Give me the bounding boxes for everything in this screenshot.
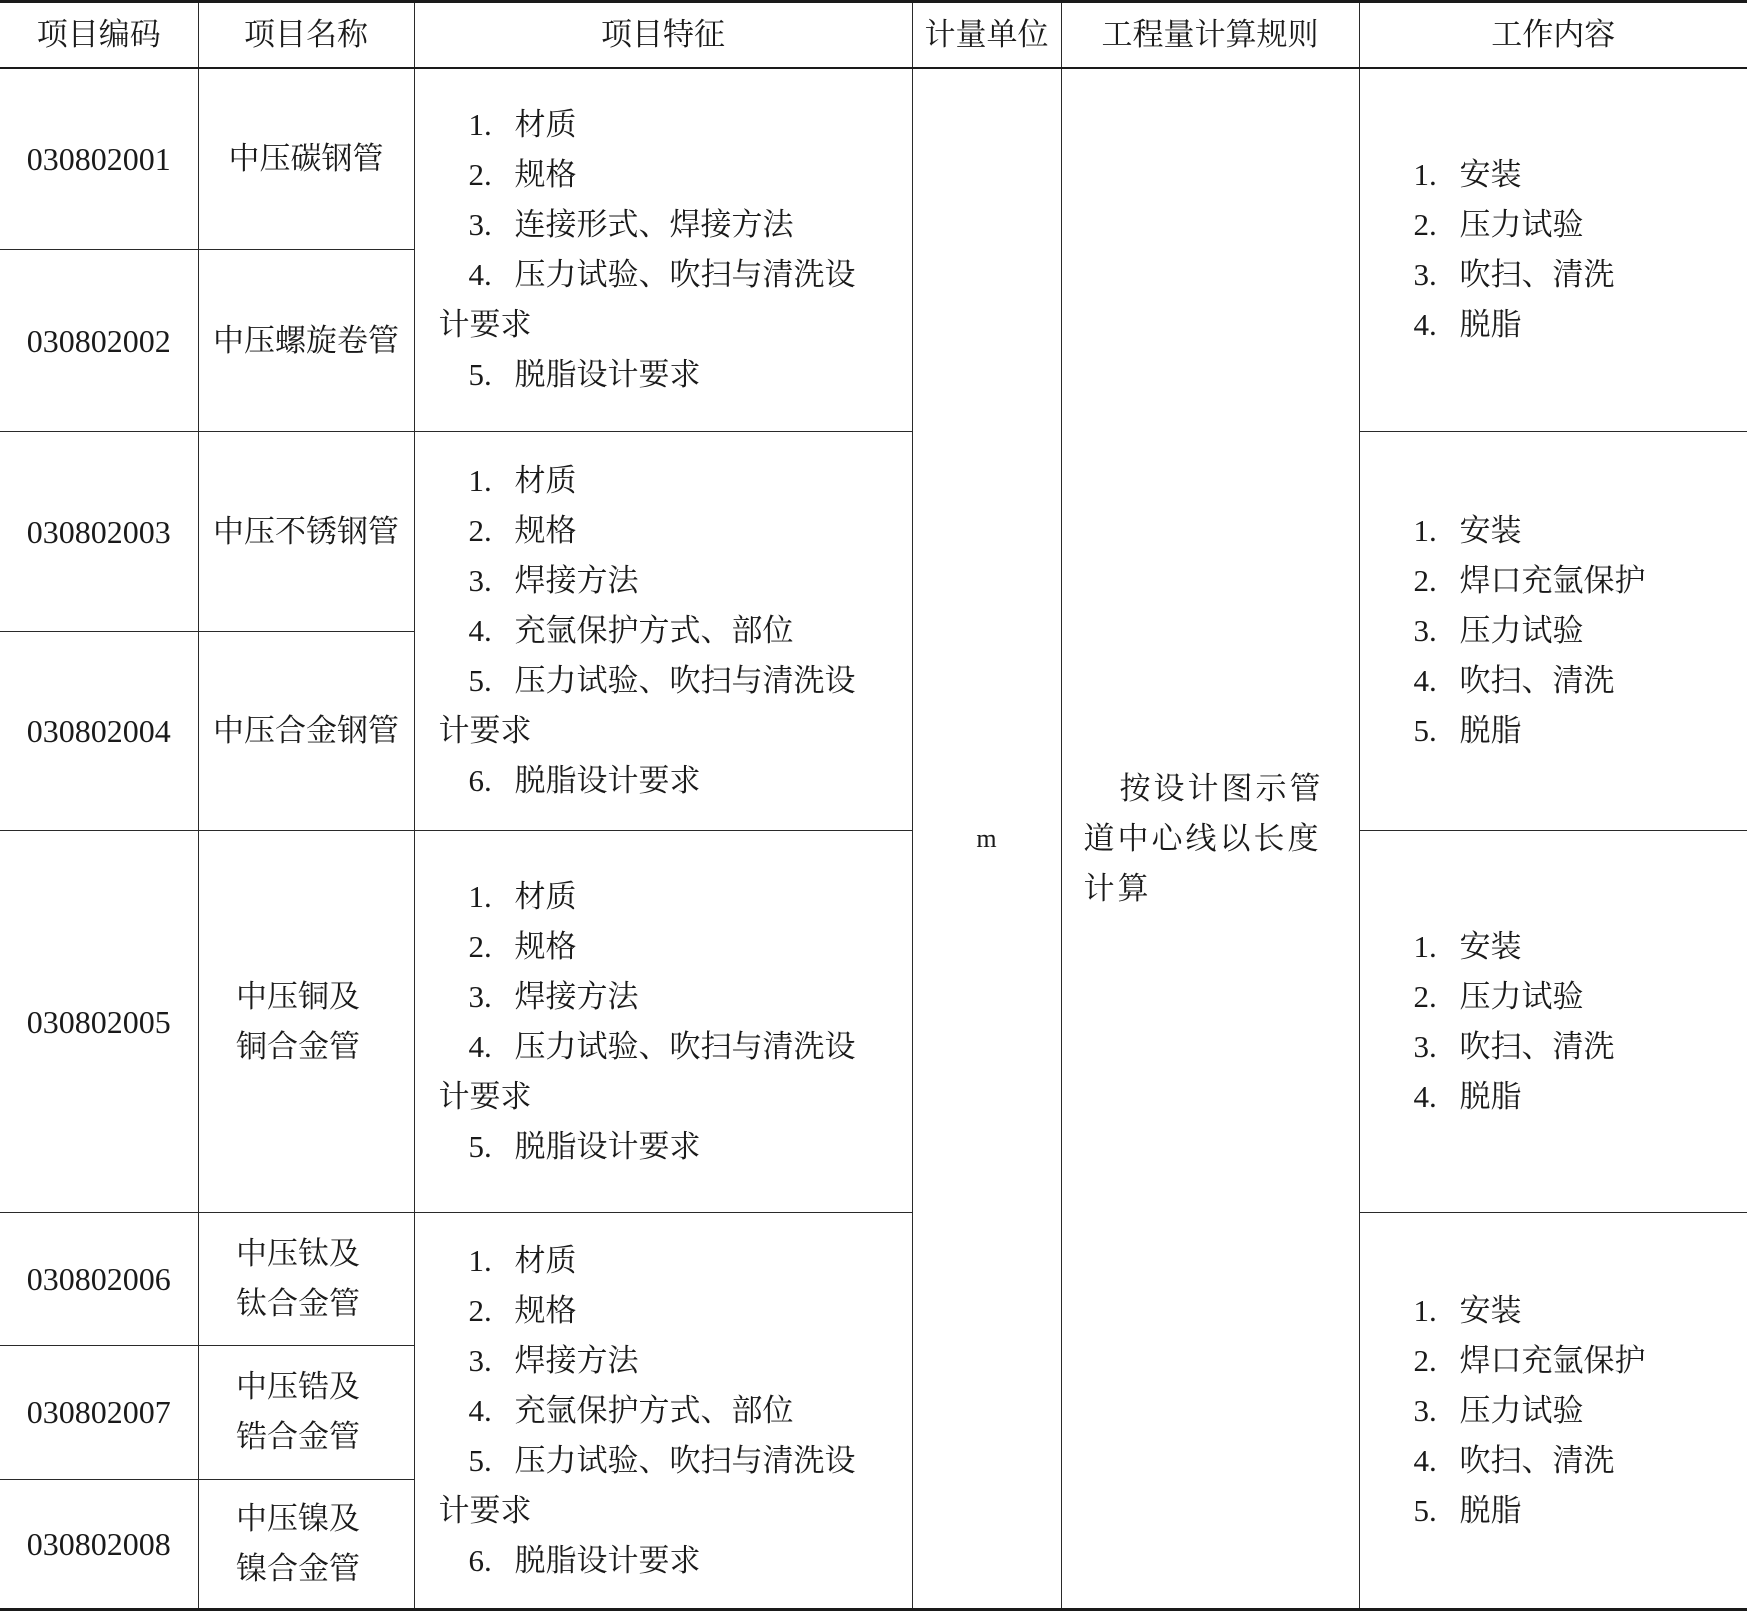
item-name: 中压碳钢管 (228, 140, 384, 177)
feature-line: 1. 材质 (468, 878, 577, 915)
feature-line: 3. 连接形式、焊接方法 (468, 207, 794, 244)
feature-line: 2. 规格 (468, 928, 577, 965)
item-name-cell (198, 1346, 414, 1479)
work-line: 2. 焊口充氩保护 (1413, 563, 1646, 600)
calc-rule-line: 道中心线以长度 (1083, 820, 1322, 857)
item-name-cell (198, 68, 414, 249)
item-code-cell: 030802006 (0, 1213, 198, 1346)
header-calc-rule: 工程量计算规则 (1061, 2, 1359, 69)
header-item-name: 项目名称 (198, 2, 414, 69)
feature-line: 5. 脱脂设计要求 (468, 357, 701, 394)
work-line: 5. 脱脂 (1413, 713, 1522, 750)
item-code-cell: 030802003 (0, 432, 198, 631)
features-cell (414, 1213, 912, 1610)
work-content-cell (1359, 1213, 1747, 1610)
calc-rule-cell (1061, 68, 1359, 1610)
work-line: 4. 吹扫、清洗 (1413, 1442, 1615, 1479)
feature-line-continuation: 计要求 (438, 713, 532, 750)
item-name: 中压铜及 铜合金管 (236, 978, 360, 1065)
feature-line: 6. 脱脂设计要求 (468, 1542, 701, 1579)
feature-line: 3. 焊接方法 (468, 978, 639, 1015)
table-row (0, 432, 1747, 631)
work-line: 4. 脱脂 (1413, 1078, 1522, 1115)
feature-line: 5. 压力试验、吹扫与清洗设 (468, 1442, 856, 1479)
item-name: 中压钛及 钛合金管 (236, 1236, 360, 1323)
work-line: 5. 脱脂 (1413, 1492, 1522, 1529)
work-line: 1. 安装 (1413, 928, 1522, 965)
header-work-content: 工作内容 (1359, 2, 1747, 69)
calc-rule-line: 计算 (1083, 870, 1152, 907)
feature-line: 4. 充氩保护方式、部位 (468, 613, 794, 650)
feature-line: 2. 规格 (468, 513, 577, 550)
feature-line: 3. 焊接方法 (468, 1342, 639, 1379)
work-line: 4. 吹扫、清洗 (1413, 663, 1615, 700)
calc-rule-line: 按设计图示管 (1119, 770, 1324, 807)
work-line: 3. 压力试验 (1413, 613, 1584, 650)
work-content-cell (1359, 831, 1747, 1213)
work-line: 3. 吹扫、清洗 (1413, 257, 1615, 294)
item-name: 中压螺旋卷管 (213, 322, 399, 359)
feature-line: 4. 充氩保护方式、部位 (468, 1392, 794, 1429)
item-name-cell (198, 631, 414, 830)
work-line: 2. 焊口充氩保护 (1413, 1342, 1646, 1379)
feature-line: 3. 焊接方法 (468, 563, 639, 600)
item-name: 中压不锈钢管 (213, 513, 399, 550)
item-name: 中压镍及 镍合金管 (236, 1500, 360, 1587)
feature-line: 1. 材质 (468, 107, 577, 144)
work-line: 3. 压力试验 (1413, 1392, 1584, 1429)
table-header-row (0, 2, 1747, 69)
item-code-cell: 030802002 (0, 249, 198, 431)
item-code-cell: 030802004 (0, 631, 198, 830)
item-name-cell (198, 432, 414, 631)
work-line: 3. 吹扫、清洗 (1413, 1028, 1615, 1065)
table-row (0, 831, 1747, 1213)
feature-line: 2. 规格 (468, 1292, 577, 1329)
table-row (0, 68, 1747, 249)
work-line: 1. 安装 (1413, 157, 1522, 194)
feature-line-continuation: 计要求 (438, 307, 532, 344)
item-name-cell (198, 831, 414, 1213)
feature-line-continuation: 计要求 (438, 1492, 532, 1529)
work-content-cell (1359, 432, 1747, 831)
feature-line: 6. 脱脂设计要求 (468, 763, 701, 800)
header-item-code: 项目编码 (0, 2, 198, 69)
feature-line: 1. 材质 (468, 1242, 577, 1279)
header-unit: 计量单位 (912, 2, 1061, 69)
item-name-cell (198, 1479, 414, 1609)
unit-cell: m (912, 68, 1061, 1610)
feature-line: 2. 规格 (468, 157, 577, 194)
item-name: 中压合金钢管 (213, 712, 399, 749)
work-content-cell (1359, 68, 1747, 432)
work-line: 1. 安装 (1413, 513, 1522, 550)
feature-line-continuation: 计要求 (438, 1078, 532, 1115)
feature-line: 4. 压力试验、吹扫与清洗设 (468, 1028, 856, 1065)
item-name-cell (198, 249, 414, 431)
feature-line: 1. 材质 (468, 463, 577, 500)
features-cell (414, 68, 912, 432)
item-code-cell: 030802005 (0, 831, 198, 1213)
work-line: 4. 脱脂 (1413, 307, 1522, 344)
work-line: 2. 压力试验 (1413, 207, 1584, 244)
feature-line: 5. 压力试验、吹扫与清洗设 (468, 663, 856, 700)
item-code-cell: 030802007 (0, 1346, 198, 1479)
header-item-features: 项目特征 (414, 2, 912, 69)
item-name-cell (198, 1213, 414, 1346)
item-code-cell: 030802001 (0, 68, 198, 249)
work-line: 1. 安装 (1413, 1292, 1522, 1329)
item-code-cell: 030802008 (0, 1479, 198, 1609)
features-cell (414, 432, 912, 831)
feature-line: 4. 压力试验、吹扫与清洗设 (468, 257, 856, 294)
table-row (0, 1213, 1747, 1346)
features-cell (414, 831, 912, 1213)
feature-line: 5. 脱脂设计要求 (468, 1128, 701, 1165)
item-name: 中压锆及 锆合金管 (236, 1369, 360, 1456)
work-line: 2. 压力试验 (1413, 978, 1584, 1015)
